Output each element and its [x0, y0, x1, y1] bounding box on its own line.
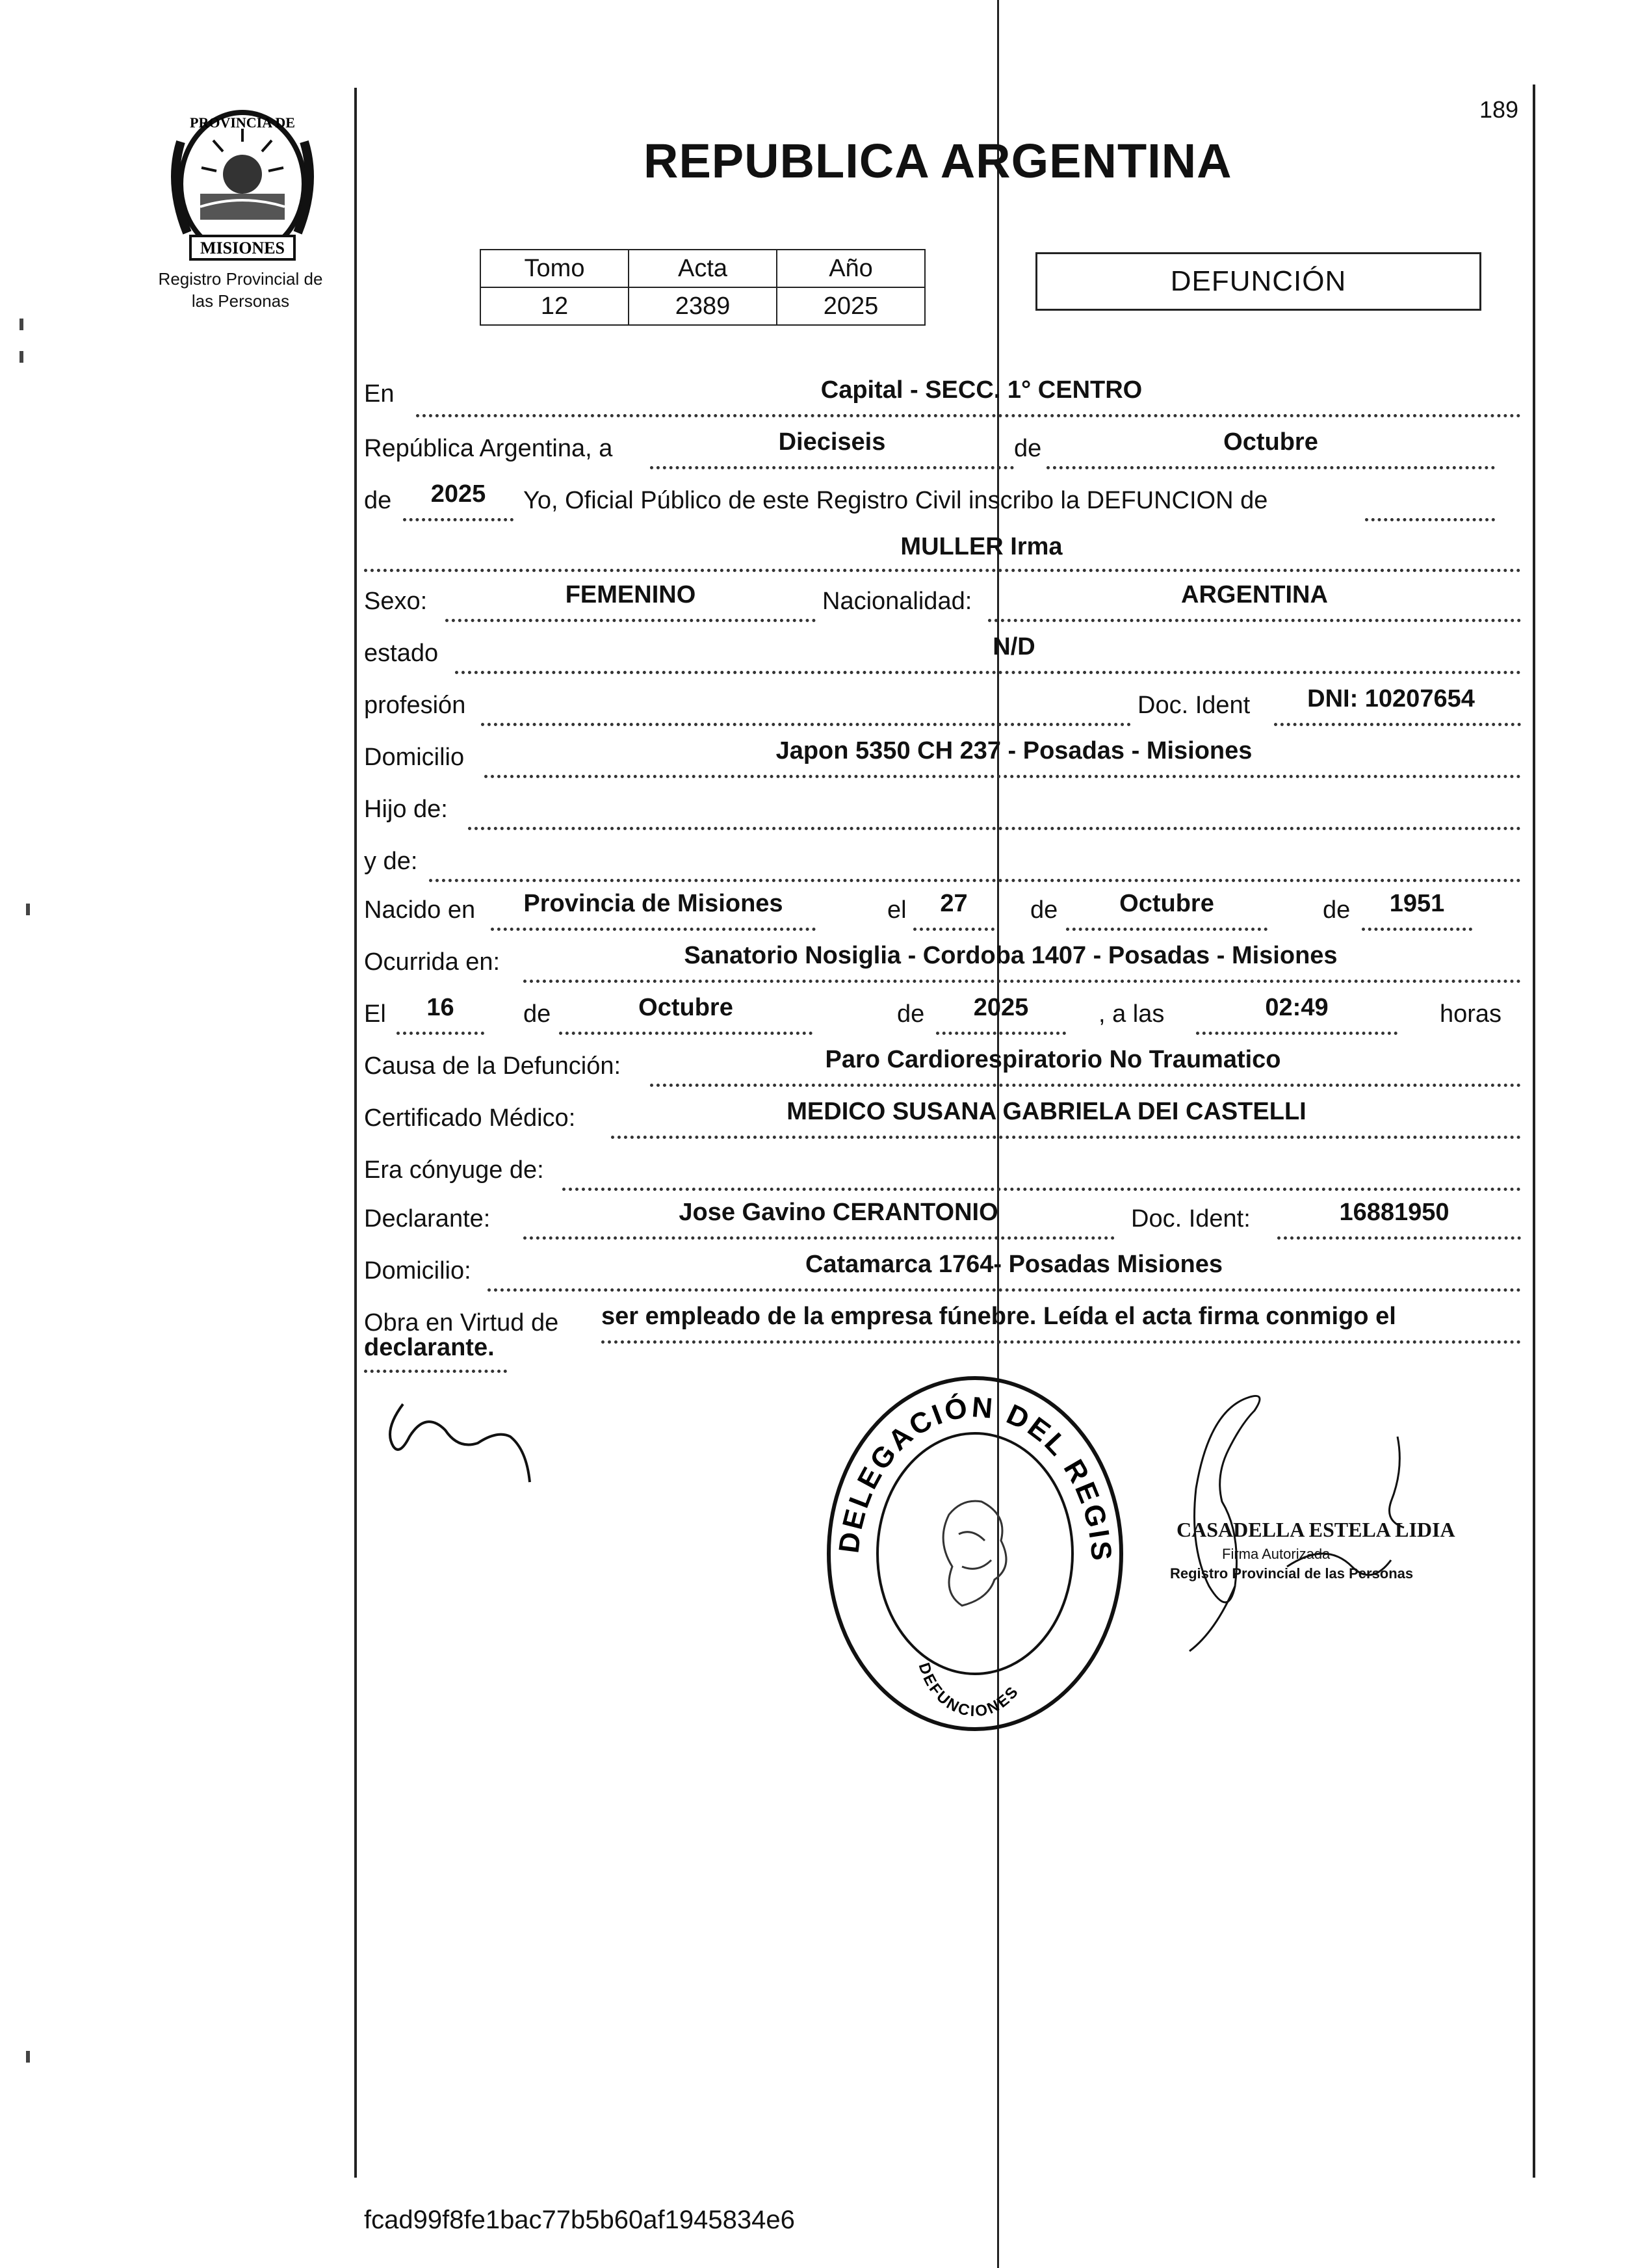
label-ocurrida: Ocurrida en: [364, 948, 500, 976]
table-cell: 2389 [629, 287, 777, 325]
deceased-name-value: MULLER Irma [900, 533, 1063, 560]
signatory-role: Firma Autorizada [1222, 1546, 1331, 1562]
dotted-line [559, 1032, 812, 1035]
form-row-fecha-defuncion [364, 991, 1521, 1043]
form-row-causa [364, 1043, 1521, 1095]
label-el: el [887, 896, 907, 924]
def-hora-value: 02:49 [1265, 994, 1329, 1021]
dotted-line [468, 827, 1521, 830]
causa-value: Paro Cardiorespiratorio No Traumatico [825, 1046, 1281, 1073]
form-row-domicilio [364, 735, 1521, 787]
dotted-line [1066, 928, 1268, 931]
domicilio-value: Japon 5350 CH 237 - Posadas - Misiones [775, 737, 1253, 764]
label-estado: estado [364, 640, 439, 667]
day-words-value: Dieciseis [778, 428, 886, 456]
page-number: 189 [1479, 96, 1519, 123]
svg-text:DEFUNCIONES: DEFUNCIONES [915, 1660, 1023, 1721]
dotted-line [396, 1032, 484, 1035]
registry-caption-line1: Registro Provincial de [158, 269, 323, 289]
label-de: de [1323, 896, 1351, 924]
dotted-line [1196, 1032, 1398, 1035]
dotted-line [364, 569, 1521, 572]
label-de: de [364, 487, 392, 514]
estado-value: N/D [993, 633, 1035, 660]
form-row-name [364, 527, 1521, 579]
left-margin-line [354, 88, 357, 2178]
signatory-office: Registro Provincial de las Personas [1170, 1565, 1414, 1582]
page-title: REPUBLICA ARGENTINA [644, 134, 1232, 188]
form-row-declarante [364, 1196, 1521, 1248]
doc-ident-value: DNI: 10207654 [1307, 685, 1475, 712]
authorized-signature [1157, 1372, 1495, 1671]
declarante-doc-value: 16881950 [1339, 1199, 1450, 1226]
svg-text:PROVINCIA DE: PROVINCIA DE [190, 114, 295, 131]
right-margin-line [1533, 85, 1535, 2178]
label-certificado: Certificado Médico: [364, 1104, 576, 1132]
signatory-name: CASADELLA ESTELA LIDIA [1176, 1518, 1455, 1541]
dotted-line [364, 1370, 507, 1373]
form-row-nacido [364, 887, 1521, 939]
form-row-certificado [364, 1095, 1521, 1147]
dotted-line [913, 928, 994, 931]
form-row-en [364, 374, 1521, 426]
label-yde: y de: [364, 848, 418, 875]
dotted-line [936, 1032, 1066, 1035]
dotted-line [416, 414, 1521, 417]
form-row-year [364, 478, 1521, 530]
document-type-box: DEFUNCIÓN [1035, 252, 1481, 311]
dotted-line [481, 723, 1131, 726]
nacionalidad-value: ARGENTINA [1181, 581, 1328, 608]
dotted-line [1277, 1236, 1521, 1240]
form-row-date [364, 426, 1521, 478]
def-anio-value: 2025 [973, 994, 1029, 1021]
dotted-line [601, 1340, 1521, 1344]
form-row-obra [364, 1300, 1521, 1378]
form-row-yde [364, 839, 1521, 891]
nacido-dia-value: 27 [940, 890, 968, 917]
form-row-domicilio-declarante [364, 1248, 1521, 1300]
table-cell: 2025 [777, 287, 925, 325]
scan-mark [20, 351, 23, 363]
label-de: de [523, 1000, 551, 1028]
form-row-sexo [364, 579, 1521, 631]
table-header: Año [777, 250, 925, 287]
form-row-estado [364, 631, 1521, 683]
registry-caption [124, 268, 358, 312]
label-declarante: Declarante: [364, 1205, 491, 1232]
label-doc-ident: Doc. Ident [1138, 692, 1251, 719]
label-nacionalidad: Nacionalidad: [822, 588, 972, 615]
svg-text:DELEGACIÓN DEL REGISTRO DE LAS: DELEGACIÓN DEL REGIS [833, 1391, 1118, 1565]
dotted-line [1274, 723, 1521, 726]
dotted-line [488, 1288, 1521, 1292]
svg-text:MISIONES: MISIONES [200, 239, 285, 257]
label-de: de [1014, 435, 1042, 462]
dotted-line [988, 619, 1521, 622]
dotted-line [1046, 466, 1495, 469]
scan-mark [26, 904, 30, 915]
nacido-anio-value: 1951 [1389, 890, 1445, 917]
label-sexo: Sexo: [364, 588, 428, 615]
dotted-line [523, 980, 1521, 983]
province-emblem [161, 103, 324, 265]
document-hash: fcad99f8fe1bac77b5b60af1945834e6 [364, 2206, 795, 2234]
registry-caption-line2: las Personas [191, 291, 290, 311]
table-cell: 12 [480, 287, 629, 325]
label-horas: horas [1440, 1000, 1502, 1028]
label-causa: Causa de la Defunción: [364, 1052, 621, 1080]
place-value: Capital - SECC. 1° CENTRO [820, 376, 1143, 404]
dotted-line [491, 928, 816, 931]
scan-mark [20, 319, 23, 330]
obra-value: ser empleado de la empresa fúnebre. Leída el acta firma conmigo el [601, 1303, 1396, 1330]
label-hijo: Hijo de: [364, 796, 448, 823]
label-republica: República Argentina, a [364, 435, 613, 462]
nacido-mes-value: Octubre [1119, 890, 1214, 917]
table-header: Acta [629, 250, 777, 287]
ocurrida-value: Sanatorio Nosiglia - Cordoba 1407 - Posadas - Misiones [684, 942, 1338, 969]
dotted-line [484, 775, 1521, 778]
dotted-line [445, 619, 816, 622]
declarante-domicilio-value: Catamarca 1764- Posadas Misiones [805, 1251, 1223, 1278]
form-row-hijo [364, 787, 1521, 839]
dotted-line [650, 1084, 1521, 1087]
dotted-line [650, 466, 1014, 469]
label-nacido: Nacido en [364, 896, 476, 924]
obra-value-line2: declarante. [364, 1334, 495, 1361]
declarante-value: Jose Gavino CERANTONIO [679, 1199, 998, 1226]
label-doc-ident: Doc. Ident: [1131, 1205, 1251, 1232]
sexo-value: FEMENINO [565, 581, 696, 608]
table-header: Tomo [480, 250, 629, 287]
dotted-line [403, 518, 514, 521]
label-domicilio: Domicilio: [364, 1257, 471, 1284]
statement-text: Yo, Oficial Público de este Registro Civil inscribo la DEFUNCION de [523, 487, 1268, 514]
official-seal [819, 1372, 1131, 1736]
month-value: Octubre [1223, 428, 1318, 456]
year-value: 2025 [430, 480, 486, 508]
dotted-line [429, 879, 1521, 882]
label-en: En [364, 380, 395, 408]
dotted-line [1362, 928, 1472, 931]
label-obra: Obra en Virtud de [364, 1309, 559, 1336]
dotted-line [1365, 518, 1495, 521]
certificado-value: MEDICO SUSANA GABRIELA DEI CASTELLI [786, 1098, 1306, 1125]
label-profesion: profesión [364, 692, 466, 719]
form-row-conyuge [364, 1147, 1521, 1199]
scan-mark [26, 2051, 30, 2063]
dotted-line [455, 671, 1521, 674]
handwritten-initial [380, 1391, 575, 1508]
dotted-line [611, 1136, 1521, 1139]
def-dia-value: 16 [426, 994, 454, 1021]
form-row-profesion [364, 683, 1521, 735]
dotted-line [523, 1236, 1115, 1240]
label-de: de [1030, 896, 1058, 924]
label-a-las: , a las [1098, 1000, 1165, 1028]
nacido-lugar-value: Provincia de Misiones [523, 890, 783, 917]
form-row-ocurrida [364, 939, 1521, 991]
label-el: El [364, 1000, 386, 1028]
label-conyuge: Era cónyuge de: [364, 1156, 544, 1184]
dotted-line [562, 1188, 1521, 1191]
label-de: de [897, 1000, 925, 1028]
reference-table [480, 249, 926, 326]
label-domicilio: Domicilio [364, 744, 465, 771]
def-mes-value: Octubre [638, 994, 733, 1021]
